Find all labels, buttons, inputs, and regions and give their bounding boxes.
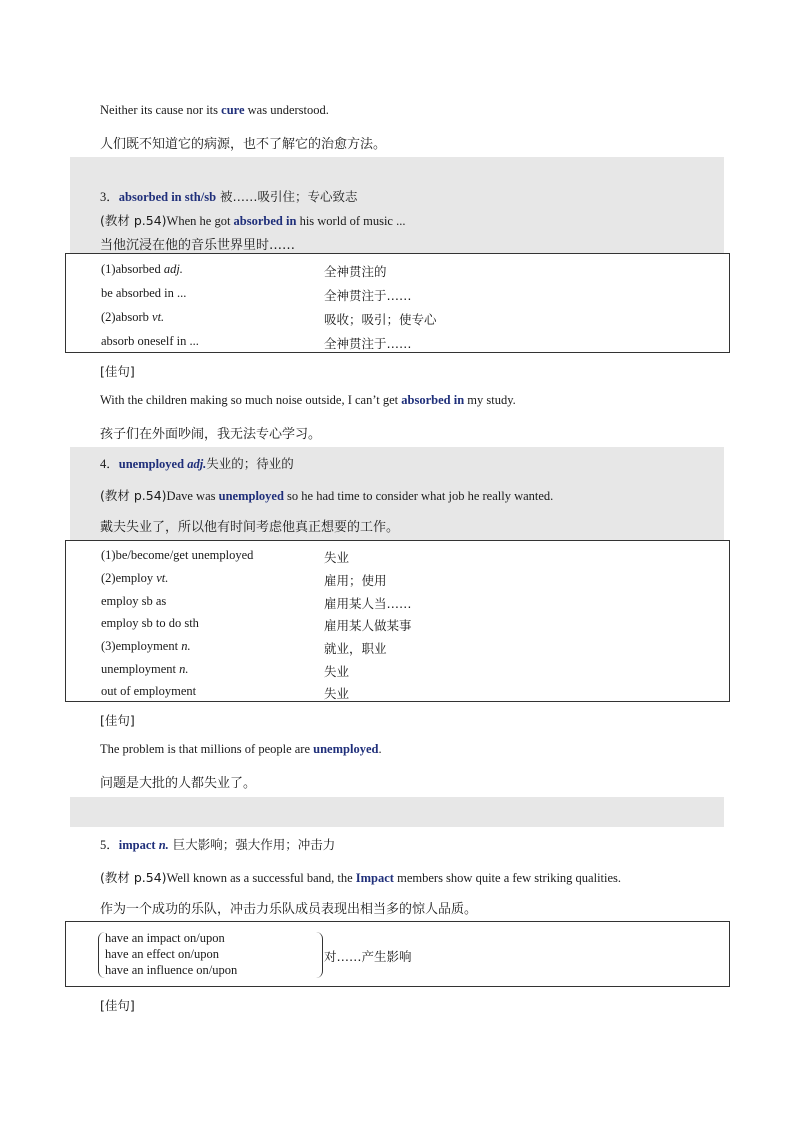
row-zh: 就业，职业	[324, 641, 387, 656]
row-pos: vt.	[152, 310, 165, 324]
row-en: unemployment	[101, 662, 180, 676]
sentence-text-end: my study.	[464, 393, 516, 407]
left-brace	[98, 932, 105, 978]
section-5-shade	[70, 797, 724, 827]
row-en: (2)employ	[101, 571, 157, 585]
row-en: out of employment	[101, 684, 197, 698]
row-zh: 雇用；使用	[324, 573, 387, 588]
row-pos: adj.	[163, 262, 183, 276]
row-zh: 全神贯注的	[324, 264, 387, 279]
section-3-meaning: 被……吸引住；专心致志	[216, 189, 358, 204]
section-3-example-translation: 当他沉浸在他的音乐世界里时……	[100, 238, 296, 253]
row-en: employ sb to do sth	[101, 616, 199, 630]
intro-sentence	[100, 103, 329, 118]
section-number: 3．	[100, 190, 119, 204]
row-zh: 失业	[324, 664, 350, 679]
section-5-keyword: impact	[118, 838, 159, 852]
row-zh: 全神贯注于……	[324, 288, 412, 303]
row-pos: n.	[179, 662, 189, 676]
row-zh: 雇用某人做某事	[324, 618, 412, 633]
textbook-ref: (教材 p.54)	[100, 870, 167, 885]
example-text: When he got	[166, 214, 234, 228]
row-pos: n.	[181, 639, 191, 653]
intro-translation: 人们既不知道它的病源，也不了解它的治愈方法。	[100, 137, 387, 152]
section-4-example-label: [佳句]	[100, 713, 135, 728]
section-3-good-translation: 孩子们在外面吵闹，我无法专心学习。	[100, 427, 322, 442]
section-5-heading	[100, 835, 335, 853]
intro-keyword: cure	[221, 103, 245, 117]
row-en: absorb oneself in ...	[101, 334, 199, 348]
section-4-heading	[100, 454, 294, 472]
section-4-pos: adj.	[187, 457, 207, 471]
sentence-text: With the children making so much noise outside, I can’t get	[100, 393, 402, 407]
row-en: be absorbed in ...	[101, 286, 187, 300]
example-keyword: Impact	[355, 871, 394, 885]
intro-text: Neither its cause nor its	[100, 103, 222, 117]
section-5-example-translation: 作为一个成功的乐队，冲击力乐队成员表现出相当多的惊人品质。	[100, 902, 478, 917]
phrase-line: have an effect on/upon	[105, 947, 219, 961]
section-4-keyword: unemployed	[118, 457, 188, 471]
phrase-meaning: 对……产生影响	[324, 949, 412, 964]
row-en: employ sb as	[101, 594, 167, 608]
row-en: (1)be/become/get unemployed	[101, 548, 254, 562]
example-text-end: his world of music ...	[296, 214, 406, 228]
example-keyword: absorbed	[233, 214, 283, 228]
section-number: 4．	[100, 457, 119, 471]
example-text-end: members show quite a few striking qualities.	[393, 871, 622, 885]
section-3-heading	[100, 187, 358, 205]
right-brace	[316, 932, 323, 978]
section-4-table	[65, 540, 730, 702]
row-zh: 全神贯注于……	[324, 336, 412, 351]
section-4-good-translation: 问题是大批的人都失业了。	[100, 776, 257, 791]
row-en: (3)employment	[101, 639, 182, 653]
row-zh: 失业	[324, 550, 350, 565]
section-5-meaning: 巨大影响；强大作用；冲击力	[168, 837, 336, 852]
sentence-text-end: .	[378, 742, 382, 756]
row-en: (2)absorb	[101, 310, 153, 324]
example-text-end: so he had time to consider what job he really wanted.	[283, 489, 554, 503]
intro-text-end: was understood.	[244, 103, 329, 117]
example-text: Well known as a successful band, the	[166, 871, 356, 885]
sentence-text: The problem is that millions of people are	[100, 742, 314, 756]
phrase-line: have an impact on/upon	[105, 931, 225, 945]
section-3-good-sentence	[100, 393, 516, 408]
row-pos: vt.	[156, 571, 169, 585]
section-4-good-sentence	[100, 742, 382, 757]
row-zh: 吸收；吸引；使专心	[324, 312, 437, 327]
section-4-example-translation: 戴夫失业了，所以他有时间考虑他真正想要的工作。	[100, 520, 400, 535]
row-zh: 雇用某人当……	[324, 596, 412, 611]
section-4-example	[100, 486, 553, 504]
section-3-example-label: [佳句]	[100, 364, 135, 379]
section-number: 5．	[100, 838, 119, 852]
example-keyword: in	[286, 214, 297, 228]
textbook-ref: (教材 p.54)	[100, 488, 167, 503]
section-3-table	[65, 253, 730, 353]
section-4-meaning: 失业的；待业的	[206, 456, 294, 471]
example-text: Dave was	[166, 489, 219, 503]
sentence-keyword: unemployed	[313, 742, 379, 756]
section-5-example-label: [佳句]	[100, 998, 135, 1013]
section-3-keyword: absorbed in sth/sb	[118, 190, 217, 204]
section-5-example	[100, 868, 621, 886]
textbook-ref: (教材 p.54)	[100, 213, 167, 228]
phrase-line: have an influence on/upon	[105, 963, 238, 977]
row-zh: 失业	[324, 686, 350, 701]
section-3-example	[100, 211, 405, 229]
row-en: (1)absorbed	[101, 262, 164, 276]
section-5-pos: n.	[158, 838, 169, 852]
section-5-table	[65, 921, 730, 987]
sentence-keyword: absorbed in	[401, 393, 465, 407]
example-keyword: unemployed	[218, 489, 284, 503]
